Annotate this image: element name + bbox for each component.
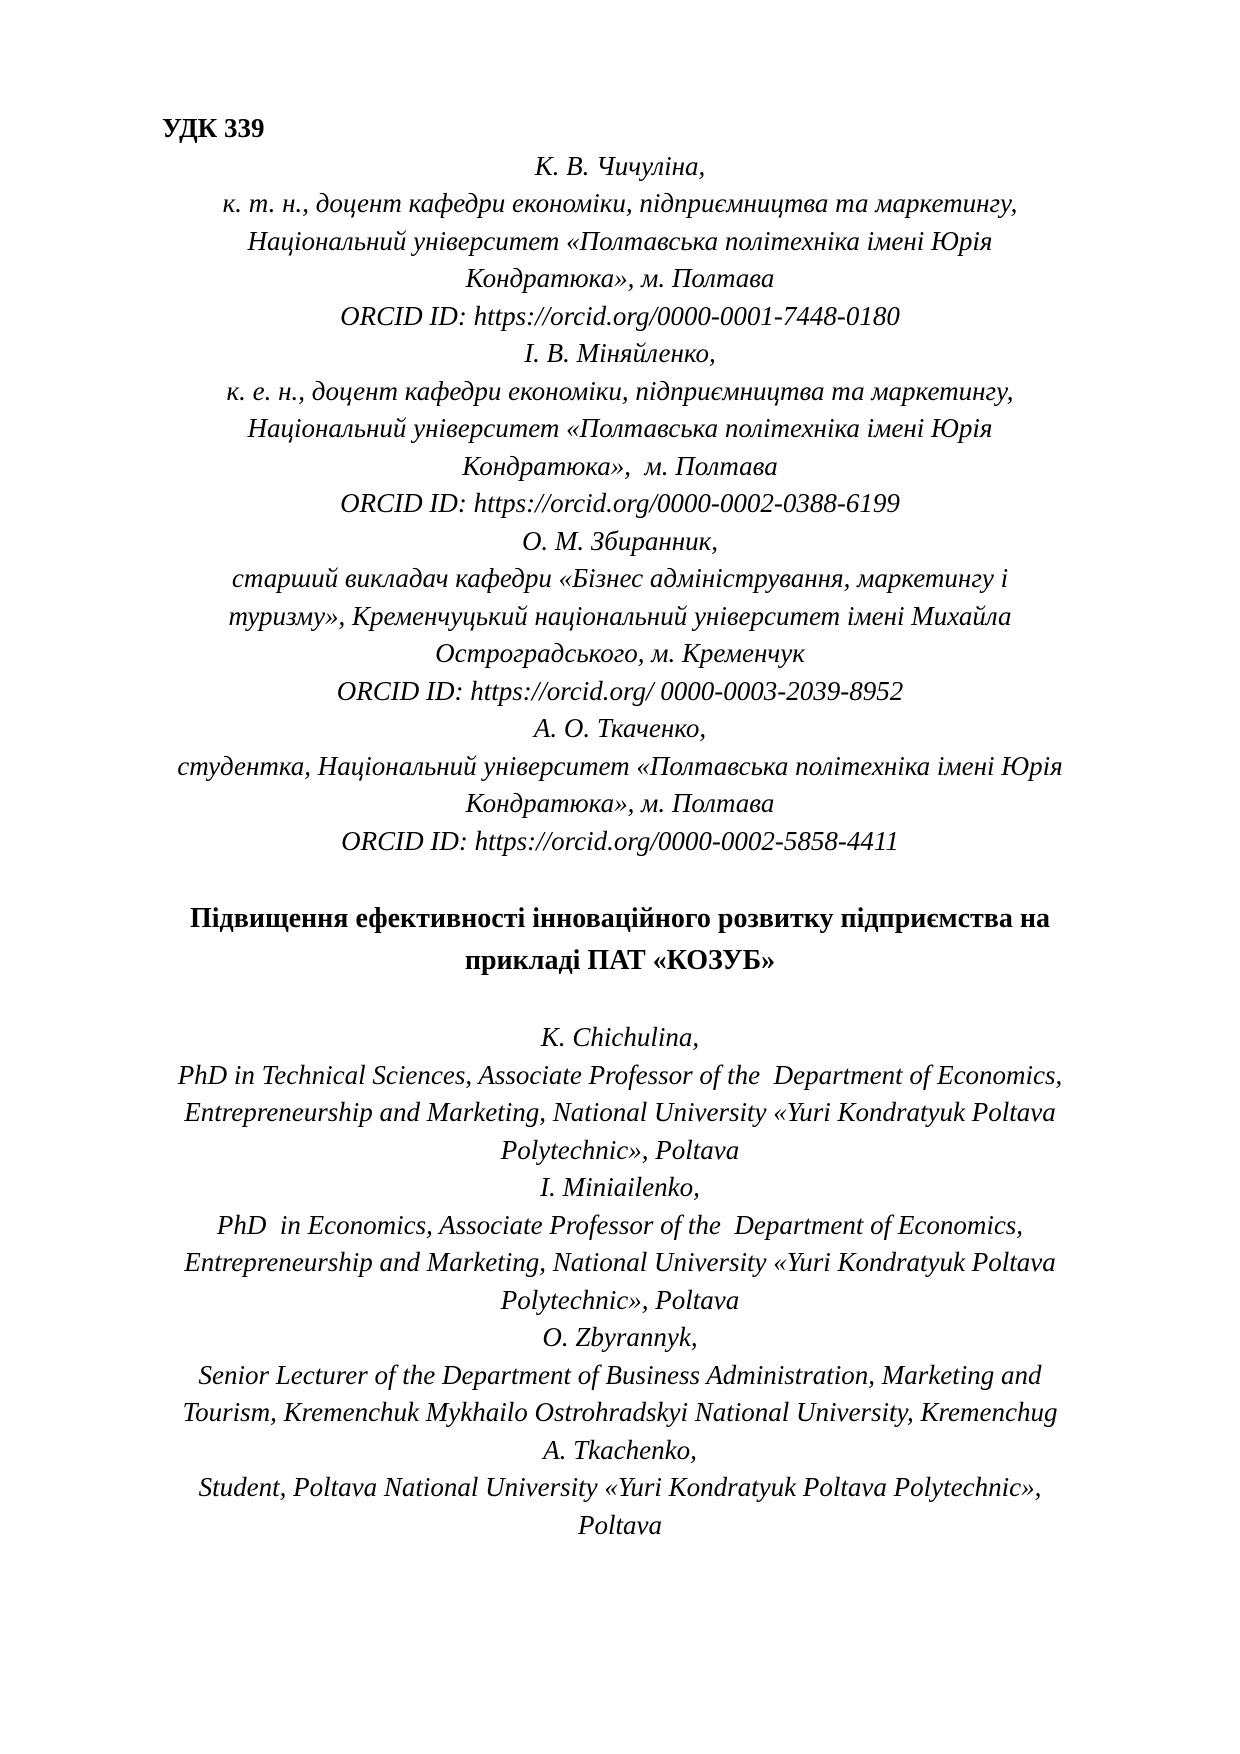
author-en-2-affiliation-line-3: Polytechnic», Poltava (500, 1284, 740, 1315)
author-uk-4-orcid: ORCID ID: https://orcid.org/0000-0002-5858-4411 (341, 825, 899, 856)
author-uk-2-affiliation-line-2: Національний університет «Полтавська політехніка імені Юрія (247, 413, 993, 443)
spacer (162, 982, 1078, 1020)
author-en-1-affiliation-line-1: PhD in Technical Sciences, Associate Professor of the Department of Economics, (177, 1059, 1063, 1090)
author-uk-3-orcid: ORCID ID: https://orcid.org/ 0000-0003-2039-8952 (336, 675, 904, 706)
author-en-2-affiliation-line-2: Entrepreneurship and Marketing, National University «Yuri Kondratyuk Poltava (184, 1247, 1056, 1277)
author-en-2-affiliation-line-1: PhD in Economics, Associate Professor of the Department of Economics, (216, 1209, 1024, 1240)
author-uk-4-name: А. О. Ткаченко, (533, 713, 707, 743)
author-en-3-name: O. Zbyrannyk, (542, 1322, 698, 1352)
author-uk-4-affiliation-line-1: студентка, Національний університет «Полтавська політехніка імені Юрія (177, 750, 1063, 781)
author-uk-2-affiliation-line-1: к. е. н., доцент кафедри економіки, підприємництва та маркетингу, (226, 375, 1014, 406)
author-uk-3-affiliation-line-1: старший викладач кафедри «Бізнес адміністрування, маркетингу і (231, 563, 1009, 593)
author-en-4-affiliation-line-1: Student, Poltava National University «Yuri Kondratyuk Poltava Polytechnic», (198, 1472, 1042, 1502)
author-uk-2-orcid: ORCID ID: https://orcid.org/0000-0002-0388-6199 (340, 488, 900, 518)
author-en-1-affiliation-line-2: Entrepreneurship and Marketing, National University «Yuri Kondratyuk Poltava (184, 1097, 1056, 1127)
author-en-4-affiliation-line-2: Poltava (578, 1509, 662, 1540)
spacer (162, 860, 1078, 898)
author-uk-1-orcid: ORCID ID: https://orcid.org/0000-0001-7448-0180 (340, 300, 900, 331)
author-uk-2-affiliation-line-3: Кондратюка», м. Полтава (462, 450, 778, 481)
author-uk-4-affiliation-line-2: Кондратюка», м. Полтава (465, 788, 775, 818)
author-uk-1-affiliation-line-2: Національний університет «Полтавська політехніка імені Юрія (247, 225, 993, 256)
author-uk-1-affiliation-line-3: Кондратюка», м. Полтава (465, 263, 775, 293)
author-en-2-name: I. Miniailenko, (540, 1172, 700, 1202)
article-title-line-1: Підвищення ефективності інноваційного розвитку підприємства на (189, 902, 1050, 934)
author-uk-3-name: О. М. Збиранник, (521, 525, 719, 556)
author-en-1-name: K. Chichulina, (540, 1022, 700, 1052)
author-uk-2-name: І. В. Міняйленко, (524, 338, 716, 368)
author-uk-1-affiliation-line-1: к. т. н., доцент кафедри економіки, підприємництва та маркетингу, (222, 188, 1018, 218)
article-title-line-2: прикладі ПАТ «КОЗУБ» (464, 944, 776, 976)
author-uk-3-affiliation-line-3: Остроградського, м. Кременчук (435, 638, 805, 668)
author-uk-1-name: К. В. Чичуліна, (534, 150, 706, 181)
udk-code: УДК 339 (162, 113, 265, 143)
author-en-1-affiliation-line-3: Polytechnic», Poltava (500, 1134, 740, 1165)
author-uk-3-affiliation-line-2: туризму», Кременчуцький національний університет імені Михайла (228, 600, 1012, 631)
page-content (162, 110, 1078, 1544)
author-en-4-name: A. Tkachenko, (543, 1434, 697, 1465)
author-en-3-affiliation-line-2: Tourism, Kremenchuk Mykhailo Ostrohradskyi National University, Kremenchug (182, 1397, 1058, 1427)
author-en-3-affiliation-line-1: Senior Lecturer of the Department of Business Administration, Marketing and (198, 1359, 1042, 1390)
